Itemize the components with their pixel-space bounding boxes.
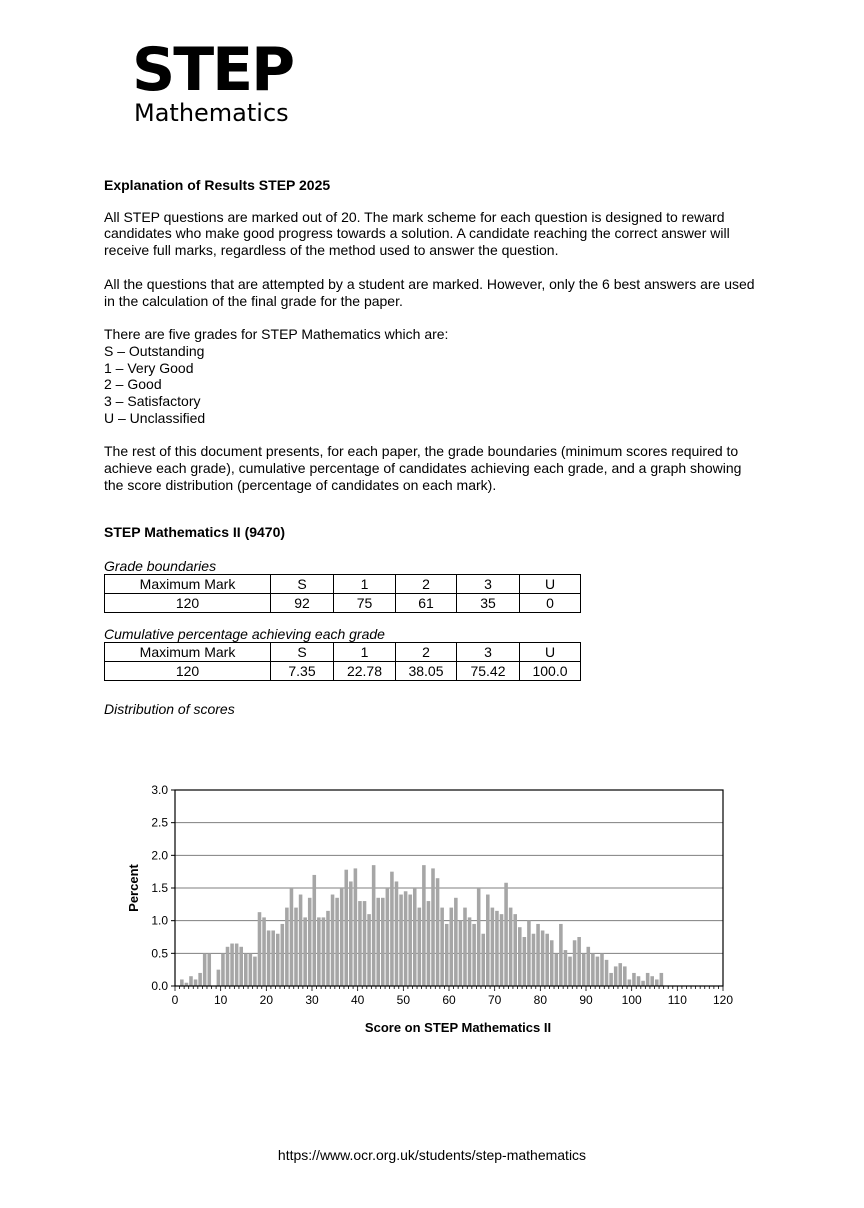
chart-bar <box>436 878 440 986</box>
chart-bar <box>230 944 234 986</box>
cumulative-caption: Cumulative percentage achieving each grade <box>104 626 385 643</box>
table-cell: 75 <box>334 594 396 613</box>
chart-bar <box>217 970 221 986</box>
table-cell: 0 <box>520 594 581 613</box>
grades-list <box>104 326 764 426</box>
chart-bar <box>239 947 243 986</box>
table-header-cell: 3 <box>457 643 520 662</box>
chart-bar <box>253 957 257 986</box>
chart-x-tick-label: 90 <box>579 993 593 1007</box>
chart-bar <box>418 908 422 986</box>
chart-bar <box>655 979 659 986</box>
chart-x-tick-label: 40 <box>350 993 365 1007</box>
grades-intro: There are five grades for STEP Mathematics which are: <box>104 326 449 343</box>
chart-bar <box>463 908 467 986</box>
chart-bar <box>486 895 490 986</box>
table-cell: 7.35 <box>271 662 334 681</box>
chart-bar <box>459 921 463 986</box>
chart-x-tick-label: 30 <box>305 993 319 1007</box>
chart-bar <box>550 940 554 986</box>
chart-bar <box>545 934 549 986</box>
table-row <box>105 594 581 613</box>
chart-bar <box>445 924 449 986</box>
chart-y-tick-label: 2.0 <box>151 848 168 863</box>
chart-bar <box>285 908 289 986</box>
distribution-caption: Distribution of scores <box>104 701 235 718</box>
chart-x-tick-label: 20 <box>259 993 274 1007</box>
chart-bar <box>504 883 508 986</box>
chart-bar <box>299 895 303 986</box>
chart-x-tick-label: 50 <box>396 993 411 1007</box>
step-logo <box>132 35 294 127</box>
chart-bar <box>322 917 326 986</box>
chart-bar <box>267 930 271 986</box>
chart-bar <box>313 875 317 986</box>
chart-bar <box>660 973 664 986</box>
chart-bar <box>358 901 362 986</box>
chart-bar <box>541 930 545 986</box>
table-header-cell: S <box>271 643 334 662</box>
chart-bar <box>596 957 600 986</box>
table-header-cell: Maximum Mark <box>105 575 271 594</box>
chart-x-axis-label: Score on STEP Mathematics II <box>364 1020 552 1035</box>
chart-bar <box>404 891 408 986</box>
chart-bar <box>573 940 577 986</box>
chart-bar <box>500 914 504 986</box>
chart-x-tick-label: 60 <box>442 993 456 1007</box>
chart-bar <box>582 953 586 986</box>
chart-x-tick-label: 10 <box>213 993 228 1007</box>
chart-x-tick-label: 0 <box>171 993 179 1007</box>
chart-bar <box>363 901 367 986</box>
table-cell: 22.78 <box>334 662 396 681</box>
table-header-cell: U <box>520 575 581 594</box>
chart-bar <box>303 917 307 986</box>
chart-bar <box>559 924 563 986</box>
table-row <box>105 662 581 681</box>
chart-bar <box>395 881 399 986</box>
table-header-cell: Maximum Mark <box>105 643 271 662</box>
chart-bar <box>207 953 211 986</box>
chart-y-axis-label: Percent <box>126 864 141 912</box>
chart-bar <box>641 981 645 986</box>
chart-bar <box>180 979 184 986</box>
chart-bar <box>609 973 613 986</box>
chart-bar <box>386 888 390 986</box>
chart-y-tick-label: 0.0 <box>151 979 168 993</box>
chart-x-tick-label: 70 <box>487 993 502 1007</box>
chart-bar <box>431 868 435 986</box>
table-cell: 38.05 <box>396 662 457 681</box>
chart-bar <box>481 934 485 986</box>
chart-bar <box>308 898 312 986</box>
chart-y-tick-label: 0.5 <box>151 946 168 961</box>
table-cell: 35 <box>457 594 520 613</box>
chart-y-tick-label: 3.0 <box>151 783 168 797</box>
chart-bar <box>605 960 609 986</box>
table-cell: 100.0 <box>520 662 581 681</box>
chart-bar <box>509 908 513 986</box>
chart-bar <box>408 895 412 986</box>
document-title: Explanation of Results STEP 2025 <box>104 177 331 193</box>
cumulative-percentage-table <box>104 642 581 681</box>
table-header-cell: U <box>520 643 581 662</box>
chart-x-tick-label: 100 <box>621 993 642 1007</box>
chart-bar <box>527 921 531 986</box>
chart-bar <box>422 865 426 986</box>
table-header-cell: 3 <box>457 575 520 594</box>
chart-bar <box>294 908 298 986</box>
chart-bar <box>491 908 495 986</box>
chart-y-tick-label: 2.5 <box>151 815 168 830</box>
chart-bar <box>591 953 595 986</box>
table-header-cell: 2 <box>396 575 457 594</box>
table-header-row <box>105 575 581 594</box>
chart-gridlines <box>175 823 723 954</box>
chart-bar <box>344 870 348 986</box>
table-header-cell: 2 <box>396 643 457 662</box>
chart-bar <box>317 917 321 986</box>
table-cell: 75.42 <box>457 662 520 681</box>
chart-bar <box>472 924 476 986</box>
chart-bar <box>226 947 230 986</box>
chart-bar <box>650 976 654 986</box>
chart-bar <box>600 953 604 986</box>
table-header-cell: S <box>271 575 334 594</box>
grade-item-s: S – Outstanding <box>104 342 205 359</box>
chart-bar <box>221 953 225 986</box>
chart-bar <box>646 973 650 986</box>
boundaries-caption: Grade boundaries <box>104 558 217 575</box>
chart-bar <box>335 898 339 986</box>
chart-bar <box>326 911 330 986</box>
chart-bar <box>564 950 568 986</box>
chart-bar <box>632 973 636 986</box>
chart-bar <box>194 979 198 986</box>
chart-bar <box>577 937 581 986</box>
chart-bar <box>440 908 444 986</box>
chart-bar <box>376 898 380 986</box>
table-cell: 61 <box>396 594 457 613</box>
grade-item-1: 1 – Very Good <box>104 359 194 376</box>
chart-bar <box>618 963 622 986</box>
chart-bar <box>290 888 294 986</box>
chart-y-tick-label: 1.5 <box>151 881 168 895</box>
footer-url: https://www.ocr.org.uk/students/step-mathematics <box>277 1147 587 1163</box>
chart-bar <box>614 966 618 986</box>
table-cell: 92 <box>271 594 334 613</box>
paper-title: STEP Mathematics II (9470) <box>104 523 286 540</box>
chart-bar <box>468 917 472 986</box>
chart-x-tick-label: 80 <box>533 993 548 1007</box>
chart-bar <box>536 924 540 986</box>
rest-paragraph: The rest of this document presents, for each paper, the grade boundaries (minimum scores required to achieve each grade), cumulative percentage of candidates achieving each grade, and a graph showing the score distribution (percentage of candidates on each mark). <box>104 443 742 493</box>
chart-bar <box>427 901 431 986</box>
grade-item-3: 3 – Satisfactory <box>104 393 201 410</box>
chart-bar <box>198 973 202 986</box>
chart-bar <box>637 976 641 986</box>
chart-bar <box>235 944 239 986</box>
grade-item-2: 2 – Good <box>104 376 162 393</box>
chart-x-tick-label: 110 <box>667 993 687 1007</box>
chart-bar <box>276 934 280 986</box>
score-distribution-chart <box>118 770 738 1045</box>
chart-x-tick-label: 120 <box>712 993 734 1007</box>
chart-bar <box>271 930 275 986</box>
chart-bar <box>244 953 248 986</box>
chart-bars <box>180 865 663 986</box>
chart-bar <box>495 911 499 986</box>
chart-bar <box>354 868 358 986</box>
table-header-row <box>105 643 581 662</box>
chart-bar <box>249 953 253 986</box>
chart-bar <box>367 914 371 986</box>
chart-bar <box>413 888 417 986</box>
chart-bar <box>372 865 376 986</box>
marking-paragraph: All the questions that are attempted by a student are marked. However, only the 6 best answers are used in the calculation of the final grade for the paper. <box>104 275 755 309</box>
chart-bar <box>390 872 394 986</box>
chart-bar <box>628 979 632 986</box>
chart-bar <box>281 924 285 986</box>
table-cell: 120 <box>105 662 271 681</box>
chart-bar <box>532 934 536 986</box>
chart-bar <box>258 912 262 986</box>
chart-y-tick-label: 1.0 <box>151 913 168 928</box>
chart-bar <box>349 881 353 986</box>
chart-bar <box>518 927 522 986</box>
intro-paragraph: All STEP questions are marked out of 20. The mark scheme for each question is designed to reward candidates who make good progress towards a solution. A candidate reaching the correct answer will receive full marks, regardless of the method used to answer the question. <box>104 208 730 259</box>
chart-bar <box>623 966 627 986</box>
chart-bar <box>399 895 403 986</box>
table-header-cell: 1 <box>334 575 396 594</box>
chart-bar <box>381 898 385 986</box>
chart-bar <box>587 947 591 986</box>
chart-bar <box>513 914 517 986</box>
chart-bar <box>189 976 193 986</box>
grade-item-u: U – Unclassified <box>104 409 206 426</box>
chart-bar <box>555 953 559 986</box>
chart-bar <box>523 937 527 986</box>
chart-bar <box>454 898 458 986</box>
chart-bar <box>262 917 266 986</box>
document-body <box>104 177 764 718</box>
chart-bar <box>568 957 572 986</box>
grade-boundaries-table <box>104 574 581 613</box>
table-header-cell: 1 <box>334 643 396 662</box>
chart-bar <box>340 888 344 986</box>
table-cell: 120 <box>105 594 271 613</box>
logo-title: STEP <box>132 35 294 105</box>
chart-bar <box>477 888 481 986</box>
chart-bar <box>450 908 454 986</box>
chart-bar <box>203 953 207 986</box>
logo-subtitle: Mathematics <box>134 99 289 127</box>
chart-bar <box>331 895 335 986</box>
